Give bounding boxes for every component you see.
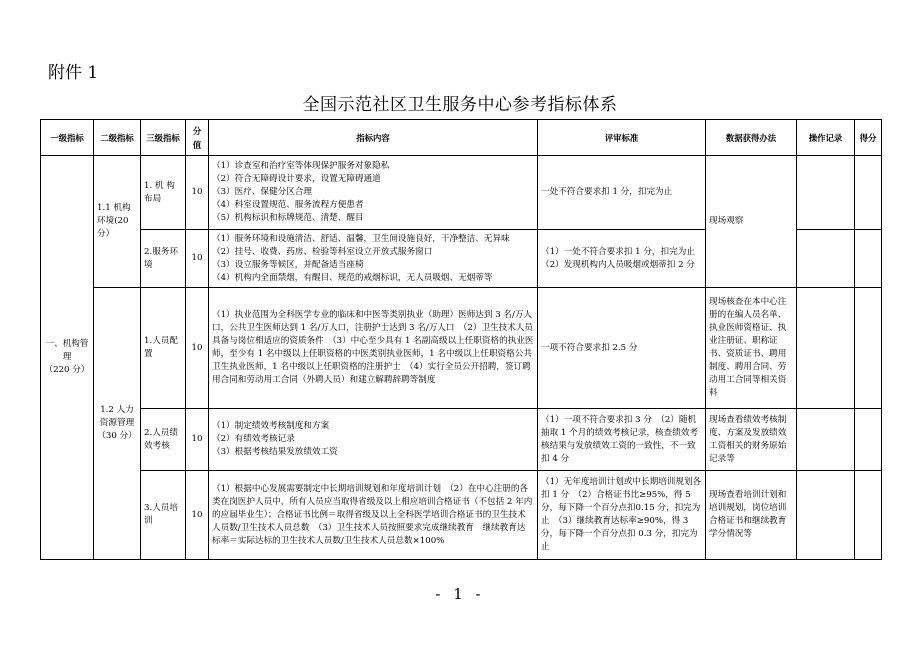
content-service-env (209, 230, 538, 288)
content-item: （3）医疗、保健分区合理 (212, 187, 312, 197)
record-cell[interactable] (797, 471, 855, 560)
criteria-layout: 一处不符合要求扣 1 分，扣完为止 (538, 156, 706, 230)
header-level1: 一级指标 (41, 120, 94, 156)
level1-cell (41, 156, 94, 560)
method-site-observation: 现场观察 (706, 156, 797, 288)
document-title: 全国示范社区卫生服务中心参考指标体系 (302, 95, 618, 115)
level2-hr-name: 1.2 人力资源管理 (99, 405, 135, 428)
table-row (41, 156, 882, 230)
method-training: 现场查看培训计划和培训规划，岗位培训合格证书和继续教育学分情况等 (706, 471, 797, 560)
table-row (41, 288, 882, 409)
header-content: 指标内容 (209, 120, 538, 156)
criteria-training: （1）无年度培训计划或中长期培训规划各扣 1 分 （2）合格证书比≥95%，得 5 分，每下降一个百分点扣0.15 分，扣完为止 （3）继续教育达标率≥90%，得 3 分，每下降一个百分点扣 0.3 分，扣完为止 (538, 471, 706, 560)
level3-training: 3.人员培训 (141, 471, 186, 560)
header-level2: 二级指标 (94, 120, 141, 156)
got-score-cell[interactable] (855, 471, 882, 560)
level3-performance: 2.人员绩效考核 (141, 409, 186, 471)
attachment-label: 附件 1 (48, 63, 99, 83)
level2-hr (94, 288, 141, 560)
level2-env: 1.1 机构环境(20 分） (94, 156, 141, 288)
level3-layout: 1. 机 构布局 (141, 156, 186, 230)
level3-service-env: 2.服务环境 (141, 230, 186, 288)
record-cell[interactable] (797, 288, 855, 409)
content-item: （4）机构内全面禁烟，有醒目、规范的戒烟标识，无人员吸烟、无烟蒂等 (212, 272, 493, 283)
header-criteria: 评审标准 (538, 120, 706, 156)
content-training: （1）根据中心发展需要制定中长期培训规划和年度培训计划 （2）在中心注册的各类在岗医护人员中，所有人员应当取得省级及以上相应培训合格证书（不包括 2 年内的应届毕业生）；合格证书比例＝取得省级及以上全科医学培训合格证书的卫生技术人员数/卫生技术人员总数 （3）卫生技术人员按照要求完成继续教育 继续教育达标率＝实际达标的卫生技术人员数/卫生技术人员总数×100% (209, 471, 538, 560)
record-cell[interactable] (797, 230, 855, 288)
header-record: 操作记录 (797, 120, 855, 156)
score-service-env: 10 (186, 230, 209, 288)
content-item: （3）根据考核结果发放绩效工资 (212, 447, 338, 457)
content-item: （1）服务环境和设施清洁、舒适、温馨，卫生间设施良好，干净整洁、无异味 (212, 233, 510, 244)
score-staffing: 10 (186, 288, 209, 409)
content-item: （1）诊查室和治疗室等体现保护服务对象隐私 (212, 161, 390, 171)
got-score-cell[interactable] (855, 230, 882, 288)
content-item: （3）设立服务等候区，并配备适当座椅 (212, 259, 364, 270)
header-got-score: 得分 (855, 120, 882, 156)
page-number: - 1 - (435, 585, 485, 603)
header-level3: 三级指标 (141, 120, 186, 156)
level3-staffing: 1.人员配置 (141, 288, 186, 409)
score-layout: 10 (186, 156, 209, 230)
content-item: （4）科室设置规范、服务流程方便患者 (212, 200, 364, 210)
criteria-performance: （1）一项不符合要求扣 3 分 （2）随机抽取 1 个月的绩效考核记录，核查绩效考核结果与发放绩效工资的一致性，不一致扣 4 分 (538, 409, 706, 471)
content-layout (209, 156, 538, 230)
content-item: （5）机构标识和标牌规范、清楚、醒目 (212, 213, 364, 223)
level2-hr-score: （30 分） (97, 431, 137, 441)
table-row (41, 471, 882, 560)
level1-name: 一、机构管理 (45, 339, 89, 362)
content-item: （2）符合无障碍设计要求，设置无障碍通道 (212, 174, 381, 184)
method-staffing: 现场核查在本中心注册的在编人员名单、执业医师资格证、执业注册证、职称证书、资质证书、聘用制度、聘用合同、劳动用工合同等相关资料 (706, 288, 797, 409)
criteria-staffing: 一项不符合要求扣 2.5 分 (538, 288, 706, 409)
record-cell[interactable] (797, 409, 855, 471)
criteria-service-env: （1）一处不符合要求扣 1 分，扣完为止 （2）发现机构内人员吸烟或烟蒂扣 2 分 (538, 230, 706, 288)
table-row (41, 409, 882, 471)
content-item: （2）有绩效考核记录 (212, 434, 295, 444)
record-cell[interactable] (797, 156, 855, 230)
header-row (41, 120, 882, 156)
content-item: （1）制定绩效考核制度和方案 (212, 421, 330, 431)
content-performance (209, 409, 538, 471)
header-method: 数据获得办法 (706, 120, 797, 156)
level1-score: （220 分） (44, 365, 90, 375)
score-performance: 10 (186, 409, 209, 471)
score-training: 10 (186, 471, 209, 560)
got-score-cell[interactable] (855, 288, 882, 409)
got-score-cell[interactable] (855, 156, 882, 230)
content-staffing: （1）执业范围为全科医学专业的临床和中医等类别执业（助理）医师达到 3 名/万人口，公共卫生医师达到 1 名/万人口，注册护士达到 3 名/万人口 （2）卫生技术人员具备与岗位相适应的资质条件 （3）中心至少具有 1 名副高级以上任职资格的执业医师，至少有 1 名中级以上任职资格的中医类别执业医师，1 名中级以上任职资格公共卫生执业医师，1 名中级以上任职资格的注册护士 （4）实行全员公开招聘，签订聘用合同和劳动用工合同（外聘人员）和建立解聘辞聘等制度 (209, 288, 538, 409)
content-item: （2）挂号、收费、药房、检验等科室设立开放式服务窗口 (212, 246, 433, 257)
got-score-cell[interactable] (855, 409, 882, 471)
method-performance: 现场查看绩效考核制度、方案及发放绩效工资相关的财务原始记录等 (706, 409, 797, 471)
header-score: 分值 (186, 120, 209, 156)
indicator-table (40, 119, 882, 560)
